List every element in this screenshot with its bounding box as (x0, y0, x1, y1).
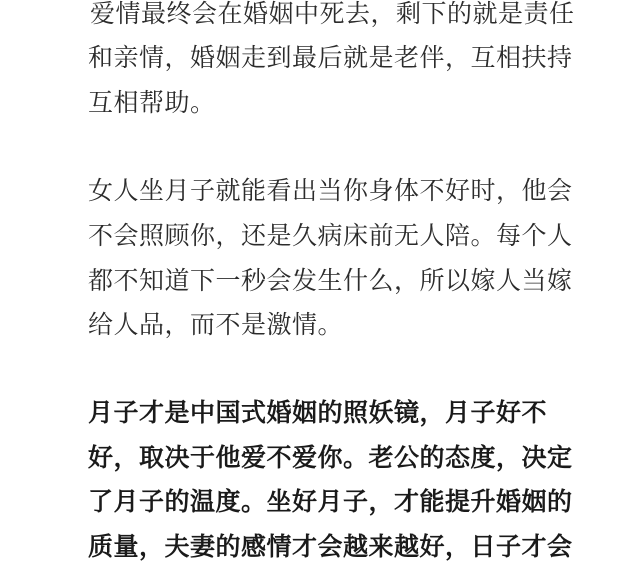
paragraph-line: 好，取决于他爱不爱你。老公的态度，决定 (88, 443, 573, 472)
paragraph-line: 不会照顾你，还是久病床前无人陪。每个人 (88, 221, 573, 250)
paragraph-line: 月子才是中国式婚姻的照妖镜，月子好不 (88, 398, 548, 427)
paragraph-line: 互相帮助。 (88, 88, 216, 117)
paragraph-line: 了月子的温度。坐好月子，才能提升婚姻的 (88, 487, 573, 516)
paragraph-line: 爱情最终会在婚姻中死去，剩下的就是责任 (90, 0, 575, 28)
paragraph-line: 女人坐月子就能看出当你身体不好时，他会 (88, 176, 573, 205)
paragraph-line: 和亲情，婚姻走到最后就是老伴，互相扶持 (88, 43, 573, 72)
paragraph-line: 质量，夫妻的感情才会越来越好，日子才会 (88, 532, 573, 561)
paragraph-line: 都不知道下一秒会发生什么，所以嫁人当嫁 (88, 266, 573, 295)
paragraph-line: 给人品，而不是激情。 (88, 310, 344, 339)
